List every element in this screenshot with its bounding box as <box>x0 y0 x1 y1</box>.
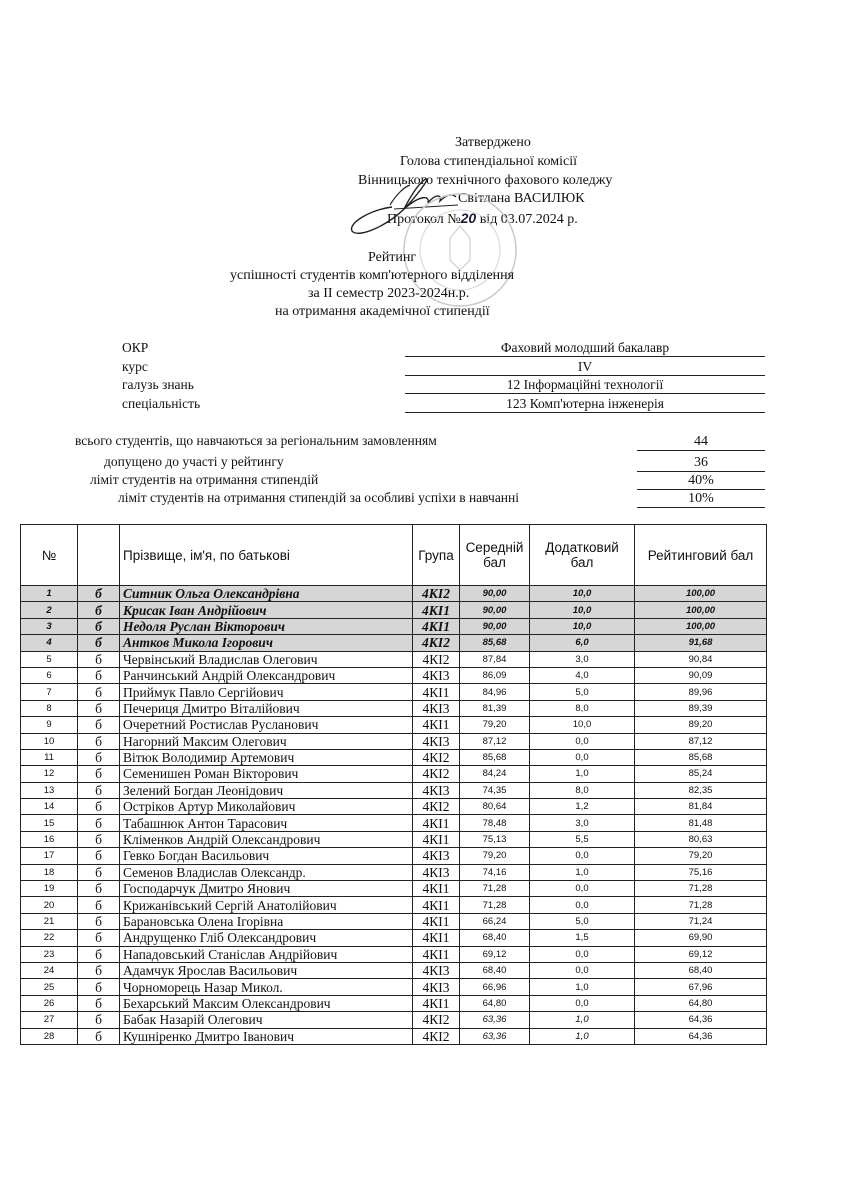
table-row <box>21 618 767 634</box>
row-rating-score: 64,80 <box>635 995 767 1011</box>
row-study-form: б <box>78 815 120 831</box>
table-row <box>21 946 767 962</box>
row-student-name: Очеретний Ростислав Русланович <box>120 717 413 733</box>
row-number: 7 <box>21 684 78 700</box>
row-number: 6 <box>21 667 78 683</box>
row-extra-score: 1,5 <box>530 930 635 946</box>
row-study-form: б <box>78 717 120 733</box>
row-average-score: 74,16 <box>460 864 530 880</box>
row-student-name: Нагорний Максим Олегович <box>120 733 413 749</box>
row-average-score: 68,40 <box>460 962 530 978</box>
protocol-date: від 03.07.2024 р. <box>479 212 578 227</box>
header-average <box>460 525 530 586</box>
row-rating-score: 100,00 <box>635 602 767 618</box>
row-student-name: Чорноморець Назар Микол. <box>120 979 413 995</box>
row-study-form: б <box>78 848 120 864</box>
row-study-form: б <box>78 749 120 765</box>
table-row <box>21 602 767 618</box>
row-number: 13 <box>21 782 78 798</box>
table-row <box>21 586 767 602</box>
header-average-line2: бал <box>483 555 506 570</box>
row-number: 3 <box>21 618 78 634</box>
row-study-form: б <box>78 651 120 667</box>
row-rating-score: 71,28 <box>635 881 767 897</box>
row-student-name: Бехарський Максим Олександрович <box>120 995 413 1011</box>
row-group: 4КІ3 <box>413 848 460 864</box>
row-average-score: 81,39 <box>460 700 530 716</box>
row-number: 21 <box>21 913 78 929</box>
row-extra-score: 0,0 <box>530 848 635 864</box>
row-group: 4КІ1 <box>413 618 460 634</box>
table-row <box>21 733 767 749</box>
row-number: 24 <box>21 962 78 978</box>
row-rating-score: 82,35 <box>635 782 767 798</box>
row-number: 25 <box>21 979 78 995</box>
row-group: 4КІ2 <box>413 749 460 765</box>
row-study-form: б <box>78 799 120 815</box>
row-rating-score: 85,24 <box>635 766 767 782</box>
row-number: 14 <box>21 799 78 815</box>
row-average-score: 85,68 <box>460 635 530 651</box>
row-group: 4КІ2 <box>413 1012 460 1028</box>
stat-value-special-limit: 10% <box>637 490 765 508</box>
row-group: 4КІ3 <box>413 733 460 749</box>
row-average-score: 66,24 <box>460 913 530 929</box>
table-row <box>21 1028 767 1044</box>
row-number: 4 <box>21 635 78 651</box>
row-group: 4КІ3 <box>413 782 460 798</box>
title-subtitle: успішності студентів комп'ютерного відділення <box>230 268 515 283</box>
row-group: 4КІ1 <box>413 995 460 1011</box>
header-extra <box>530 525 635 586</box>
row-group: 4КІ1 <box>413 815 460 831</box>
table-row <box>21 831 767 847</box>
row-extra-score: 1,0 <box>530 864 635 880</box>
row-extra-score: 1,0 <box>530 1028 635 1044</box>
info-value-field: 12 Інформаційні технології <box>405 377 765 394</box>
row-rating-score: 100,00 <box>635 586 767 602</box>
approval-line-approved: Затверджено <box>455 135 531 150</box>
protocol-prefix: Протокол № <box>387 212 461 227</box>
stat-label-admitted: допущено до участі у рейтингу <box>104 454 284 469</box>
row-average-score: 74,35 <box>460 782 530 798</box>
table-row <box>21 881 767 897</box>
approval-line-institution: Вінницького технічного фахового коледжу <box>358 173 613 188</box>
row-average-score: 69,12 <box>460 946 530 962</box>
row-study-form: б <box>78 602 120 618</box>
row-extra-score: 4,0 <box>530 667 635 683</box>
row-study-form: б <box>78 913 120 929</box>
row-group: 4КІ3 <box>413 700 460 716</box>
row-study-form: б <box>78 618 120 634</box>
row-extra-score: 1,0 <box>530 766 635 782</box>
table-row <box>21 766 767 782</box>
row-rating-score: 80,63 <box>635 831 767 847</box>
row-average-score: 79,20 <box>460 848 530 864</box>
row-study-form: б <box>78 897 120 913</box>
row-group: 4КІ1 <box>413 930 460 946</box>
row-extra-score: 10,0 <box>530 618 635 634</box>
table-row <box>21 799 767 815</box>
row-extra-score: 1,2 <box>530 799 635 815</box>
row-average-score: 66,96 <box>460 979 530 995</box>
table-body <box>21 586 767 1045</box>
title-rating: Рейтинг <box>368 250 417 265</box>
approval-line-name: Світлана ВАСИЛЮК <box>458 191 585 206</box>
row-extra-score: 8,0 <box>530 700 635 716</box>
row-extra-score: 1,0 <box>530 1012 635 1028</box>
row-group: 4КІ2 <box>413 635 460 651</box>
row-average-score: 90,00 <box>460 602 530 618</box>
table-header-row <box>21 525 767 586</box>
row-average-score: 78,48 <box>460 815 530 831</box>
table-row <box>21 815 767 831</box>
row-number: 27 <box>21 1012 78 1028</box>
stat-value-admitted: 36 <box>637 454 765 472</box>
row-student-name: Барановська Олена Ігорівна <box>120 913 413 929</box>
stat-label-special-limit: ліміт студентів на отримання стипендій за особливі успіхи в навчанні <box>118 490 520 505</box>
row-average-score: 84,24 <box>460 766 530 782</box>
row-student-name: Бабак Назарій Олегович <box>120 1012 413 1028</box>
table-row <box>21 782 767 798</box>
table-row <box>21 995 767 1011</box>
row-study-form: б <box>78 881 120 897</box>
row-student-name: Печериця Дмитро Віталійович <box>120 700 413 716</box>
row-number: 28 <box>21 1028 78 1044</box>
title-purpose: на отримання академічної стипендії <box>275 304 490 319</box>
row-rating-score: 71,24 <box>635 913 767 929</box>
row-group: 4КІ3 <box>413 962 460 978</box>
row-group: 4КІ1 <box>413 881 460 897</box>
info-label-field: галузь знань <box>122 377 194 392</box>
row-number: 15 <box>21 815 78 831</box>
row-rating-score: 89,96 <box>635 684 767 700</box>
table-row <box>21 897 767 913</box>
table-row <box>21 979 767 995</box>
row-average-score: 86,09 <box>460 667 530 683</box>
row-student-name: Кушніренко Дмитро Іванович <box>120 1028 413 1044</box>
rating-table <box>20 524 767 1045</box>
header-rating: Рейтинговий бал <box>635 525 767 586</box>
row-extra-score: 5,0 <box>530 913 635 929</box>
row-average-score: 63,36 <box>460 1028 530 1044</box>
row-number: 10 <box>21 733 78 749</box>
row-average-score: 90,00 <box>460 586 530 602</box>
row-rating-score: 64,36 <box>635 1012 767 1028</box>
row-extra-score: 5,5 <box>530 831 635 847</box>
row-student-name: Приймук Павло Сергійович <box>120 684 413 700</box>
row-average-score: 87,12 <box>460 733 530 749</box>
row-number: 20 <box>21 897 78 913</box>
row-group: 4КІ1 <box>413 831 460 847</box>
row-average-score: 85,68 <box>460 749 530 765</box>
row-student-name: Семенов Владислав Олександр. <box>120 864 413 880</box>
row-rating-score: 81,84 <box>635 799 767 815</box>
table-row <box>21 684 767 700</box>
row-rating-score: 89,20 <box>635 717 767 733</box>
table-row <box>21 749 767 765</box>
row-group: 4КІ2 <box>413 651 460 667</box>
row-study-form: б <box>78 684 120 700</box>
table-row <box>21 962 767 978</box>
row-group: 4КІ1 <box>413 946 460 962</box>
row-extra-score: 10,0 <box>530 717 635 733</box>
row-number: 18 <box>21 864 78 880</box>
row-study-form: б <box>78 831 120 847</box>
row-extra-score: 5,0 <box>530 684 635 700</box>
stat-label-limit: ліміт студентів на отримання стипендій <box>90 472 319 487</box>
row-average-score: 90,00 <box>460 618 530 634</box>
table-row <box>21 667 767 683</box>
row-student-name: Табашнюк Антон Тарасович <box>120 815 413 831</box>
row-extra-score: 8,0 <box>530 782 635 798</box>
row-student-name: Нападовський Станіслав Андрійович <box>120 946 413 962</box>
row-average-score: 64,80 <box>460 995 530 1011</box>
table-row <box>21 717 767 733</box>
row-student-name: Крижанівський Сергій Анатолійович <box>120 897 413 913</box>
row-number: 22 <box>21 930 78 946</box>
row-number: 12 <box>21 766 78 782</box>
row-extra-score: 10,0 <box>530 602 635 618</box>
row-student-name: Господарчук Дмитро Янович <box>120 881 413 897</box>
row-study-form: б <box>78 766 120 782</box>
row-group: 4КІ1 <box>413 684 460 700</box>
row-average-score: 63,36 <box>460 1012 530 1028</box>
table-row <box>21 700 767 716</box>
info-value-okr: Фаховий молодший бакалавр <box>405 340 765 357</box>
stat-value-limit: 40% <box>637 472 765 490</box>
stat-label-total: всього студентів, що навчаються за регіональним замовленням <box>75 433 437 448</box>
row-average-score: 84,96 <box>460 684 530 700</box>
row-study-form: б <box>78 586 120 602</box>
row-average-score: 80,64 <box>460 799 530 815</box>
title-semester: за ІІ семестр 2023-2024н.р. <box>308 286 470 301</box>
row-extra-score: 6,0 <box>530 635 635 651</box>
row-extra-score: 3,0 <box>530 651 635 667</box>
info-label-specialty: спеціальність <box>122 396 201 411</box>
row-number: 2 <box>21 602 78 618</box>
row-group: 4КІ2 <box>413 1028 460 1044</box>
row-rating-score: 71,28 <box>635 897 767 913</box>
row-study-form: б <box>78 635 120 651</box>
row-number: 11 <box>21 749 78 765</box>
row-group: 4КІ1 <box>413 717 460 733</box>
row-study-form: б <box>78 782 120 798</box>
header-average-line1: Середній <box>465 540 524 555</box>
info-value-specialty: 123 Комп'ютерна інженерія <box>405 396 765 413</box>
row-extra-score: 0,0 <box>530 962 635 978</box>
row-number: 1 <box>21 586 78 602</box>
info-value-course: IV <box>405 359 765 376</box>
row-rating-score: 69,12 <box>635 946 767 962</box>
row-group: 4КІ1 <box>413 913 460 929</box>
table-row <box>21 913 767 929</box>
table-row <box>21 848 767 864</box>
row-student-name: Вітюк Володимир Артемович <box>120 749 413 765</box>
table-row <box>21 1012 767 1028</box>
row-rating-score: 90,84 <box>635 651 767 667</box>
row-rating-score: 81,48 <box>635 815 767 831</box>
row-student-name: Остріков Артур Миколайович <box>120 799 413 815</box>
row-number: 23 <box>21 946 78 962</box>
row-group: 4КІ3 <box>413 864 460 880</box>
row-group: 4КІ2 <box>413 586 460 602</box>
row-number: 19 <box>21 881 78 897</box>
row-group: 4КІ2 <box>413 799 460 815</box>
row-group: 4КІ3 <box>413 667 460 683</box>
header-group: Група <box>413 525 460 586</box>
row-student-name: Семенишен Роман Вікторович <box>120 766 413 782</box>
row-extra-score: 10,0 <box>530 586 635 602</box>
table-row <box>21 635 767 651</box>
row-extra-score: 0,0 <box>530 881 635 897</box>
header-name: Прізвище, ім'я, по батькові <box>120 525 413 586</box>
row-extra-score: 0,0 <box>530 733 635 749</box>
row-extra-score: 0,0 <box>530 995 635 1011</box>
row-extra-score: 3,0 <box>530 815 635 831</box>
row-average-score: 87,84 <box>460 651 530 667</box>
info-label-course: курс <box>122 359 148 374</box>
row-rating-score: 75,16 <box>635 864 767 880</box>
row-student-name: Кліменков Андрій Олександрович <box>120 831 413 847</box>
row-number: 16 <box>21 831 78 847</box>
protocol-number: 20 <box>460 210 477 226</box>
row-rating-score: 69,90 <box>635 930 767 946</box>
row-study-form: б <box>78 979 120 995</box>
row-student-name: Андрущенко Гліб Олександрович <box>120 930 413 946</box>
row-extra-score: 0,0 <box>530 749 635 765</box>
row-number: 26 <box>21 995 78 1011</box>
row-study-form: б <box>78 930 120 946</box>
table-row <box>21 651 767 667</box>
row-study-form: б <box>78 733 120 749</box>
header-extra-line2: бал <box>570 555 594 570</box>
row-rating-score: 68,40 <box>635 962 767 978</box>
row-student-name: Антков Микола Ігорович <box>120 635 413 651</box>
row-study-form: б <box>78 995 120 1011</box>
row-study-form: б <box>78 1012 120 1028</box>
row-average-score: 71,28 <box>460 897 530 913</box>
row-rating-score: 85,68 <box>635 749 767 765</box>
header-number: № <box>21 525 78 586</box>
row-average-score: 68,40 <box>460 930 530 946</box>
row-student-name: Недоля Руслан Вікторович <box>120 618 413 634</box>
row-student-name: Зелений Богдан Леонідович <box>120 782 413 798</box>
row-group: 4КІ1 <box>413 602 460 618</box>
row-student-name: Ситник Ольга Олександрівна <box>120 586 413 602</box>
row-group: 4КІ3 <box>413 979 460 995</box>
row-student-name: Крисак Іван Андрійович <box>120 602 413 618</box>
approval-line-position: Голова стипендіальної комісії <box>400 154 577 169</box>
row-study-form: б <box>78 864 120 880</box>
row-average-score: 79,20 <box>460 717 530 733</box>
row-rating-score: 100,00 <box>635 618 767 634</box>
row-average-score: 71,28 <box>460 881 530 897</box>
row-rating-score: 89,39 <box>635 700 767 716</box>
row-extra-score: 0,0 <box>530 897 635 913</box>
row-group: 4КІ1 <box>413 897 460 913</box>
table-row <box>21 864 767 880</box>
row-extra-score: 0,0 <box>530 946 635 962</box>
stat-value-total: 44 <box>637 433 765 451</box>
row-student-name: Червінський Владислав Олегович <box>120 651 413 667</box>
row-rating-score: 87,12 <box>635 733 767 749</box>
row-extra-score: 1,0 <box>530 979 635 995</box>
row-number: 5 <box>21 651 78 667</box>
header-form <box>78 525 120 586</box>
table-row <box>21 930 767 946</box>
row-rating-score: 91,68 <box>635 635 767 651</box>
row-student-name: Адамчук Ярослав Васильович <box>120 962 413 978</box>
info-label-okr: ОКР <box>122 340 149 355</box>
row-number: 8 <box>21 700 78 716</box>
row-rating-score: 79,20 <box>635 848 767 864</box>
row-study-form: б <box>78 962 120 978</box>
row-rating-score: 67,96 <box>635 979 767 995</box>
row-rating-score: 90,09 <box>635 667 767 683</box>
row-study-form: б <box>78 667 120 683</box>
row-group: 4КІ2 <box>413 766 460 782</box>
row-number: 9 <box>21 717 78 733</box>
row-student-name: Гевко Богдан Васильович <box>120 848 413 864</box>
header-extra-line1: Додатковий <box>545 540 619 555</box>
row-number: 17 <box>21 848 78 864</box>
row-average-score: 75,13 <box>460 831 530 847</box>
row-student-name: Ранчинський Андрій Олександрович <box>120 667 413 683</box>
row-study-form: б <box>78 946 120 962</box>
row-study-form: б <box>78 700 120 716</box>
row-rating-score: 64,36 <box>635 1028 767 1044</box>
row-study-form: б <box>78 1028 120 1044</box>
